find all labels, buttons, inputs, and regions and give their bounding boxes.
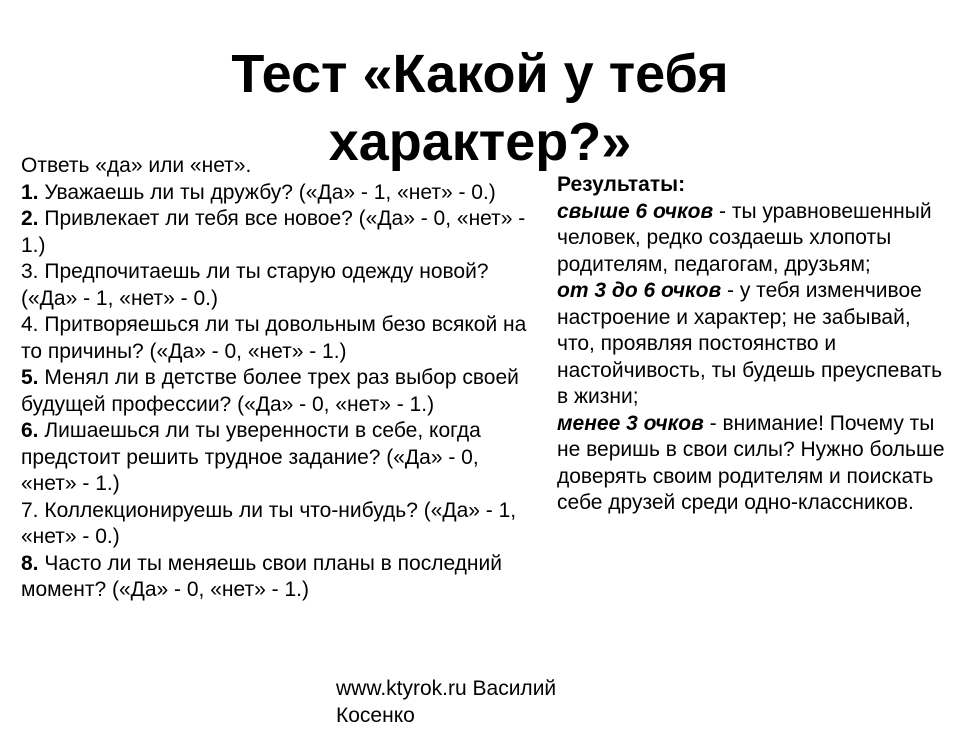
result-low: [557, 411, 947, 517]
result-text: - ты уравновешенный человек, редко создаешь хлопоты родителям, педагогам, друзьям;: [557, 199, 932, 276]
question-text: Притворяешься ли ты довольным безо всякой на то причины? («Да» - 0, «нет» - 1.): [21, 313, 527, 363]
question-2: [21, 206, 531, 259]
question-text: Часто ли ты меняешь свои планы в последний момент? («Да» - 0, «нет» - 1.): [21, 551, 502, 601]
question-text: Коллекционируешь ли ты что-нибудь? («Да» - 1, «нет» - 0.): [21, 498, 517, 548]
source-credit: www.ktyrok.ru Василий Косенко: [336, 677, 557, 727]
question-8: [21, 551, 531, 604]
question-6: [21, 418, 531, 498]
question-text: Предпочитаешь ли ты старую одежду новой? («Да» - 1, «нет» - 0.): [21, 260, 489, 310]
question-number: 4.: [21, 313, 39, 336]
question-4: [21, 312, 531, 365]
result-label: от 3 до 6 очков: [557, 279, 722, 302]
question-number: 8.: [21, 551, 39, 575]
question-text: Менял ли в детстве более трех раз выбор своей будущей профессии? («Да» - 0, «нет» - 1.): [21, 366, 519, 416]
result-label: свыше 6 очков: [557, 199, 714, 223]
question-text: Привлекает ли тебя все новое? («Да» - 0, «нет» - 1.): [21, 207, 526, 257]
result-high: [557, 199, 947, 279]
question-3: [21, 259, 531, 312]
question-number: 5.: [21, 366, 39, 389]
result-label: менее 3 очков: [557, 411, 704, 435]
page-title: Тест «Какой у тебя характер?»: [231, 44, 729, 172]
question-number: 6.: [21, 419, 39, 442]
results-column: [557, 172, 947, 517]
question-1: [21, 180, 531, 207]
question-7: [21, 498, 531, 551]
quiz-instruction: Ответь «да» или «нет».: [21, 154, 252, 177]
result-text: - у тебя изменчивое настроение и характер; не забывай, что, проявляя постоянство и настойчивость, ты будешь преуспевать в жизни;: [557, 279, 943, 408]
question-number: 3.: [21, 260, 39, 283]
question-5: [21, 365, 531, 418]
question-number: 2.: [21, 207, 39, 230]
questions-column: [21, 153, 531, 604]
result-mid: [557, 278, 947, 411]
question-number: 7.: [21, 498, 39, 522]
question-text: Лишаешься ли ты уверенности в себе, когда предстоит решить трудное задание? («Да» - 0, «нет» - 1.): [21, 419, 481, 495]
question-text: Уважаешь ли ты дружбу? («Да» - 1, «нет» - 0.): [38, 180, 496, 204]
results-heading: Результаты:: [557, 173, 686, 196]
result-text: - внимание! Почему ты не веришь в свои силы? Нужно больше доверять своим родителям и поискать себе друзей среди одно-классников.: [557, 411, 945, 514]
question-number: 1.: [21, 180, 39, 204]
